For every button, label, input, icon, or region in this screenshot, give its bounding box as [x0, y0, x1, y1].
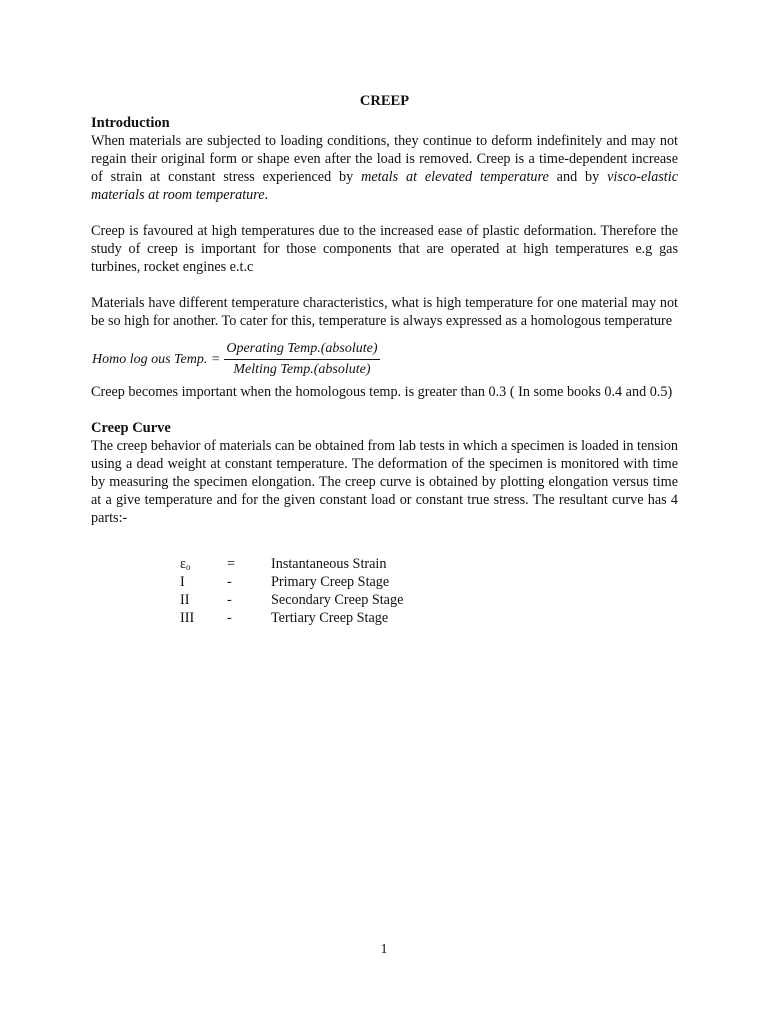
intro-1-emphasis-metals: metals at elevated temperature: [361, 169, 549, 185]
part-operator: -: [227, 592, 232, 608]
list-item: [180, 555, 678, 573]
list-item: [180, 609, 678, 627]
paragraph-gap: [91, 401, 678, 419]
creep-curve-parts-list: [180, 555, 678, 627]
section-heading-creep-curve: Creep Curve: [91, 420, 171, 436]
list-item: [180, 591, 678, 609]
part-symbol: III: [180, 610, 195, 626]
paragraph-intro-4: Creep becomes important when the homologous temp. is greater than 0.3 ( In some books 0.4 and 0.5): [91, 384, 673, 400]
intro-1-text-a: When materials are subjected to loading conditions, they continue to deform indefinitely and may not regain their original form or shape even after the load is removed. Creep is a time-dependent increase of strain at constant stress experienced by: [91, 133, 678, 185]
part-symbol: I: [180, 574, 185, 590]
part-symbol: II: [180, 592, 190, 608]
section-heading-introduction: Introduction: [91, 115, 170, 131]
page-number: 1: [380, 942, 388, 957]
part-operator: -: [227, 610, 232, 626]
list-item: [180, 573, 678, 591]
intro-1-text-c: .: [264, 187, 269, 203]
homologous-temperature-formula: [92, 340, 678, 379]
formula-lhs: Homo log ous Temp. =: [92, 351, 221, 367]
paragraph-intro-2: Creep is favoured at high temperatures due to the increased ease of plastic deformation. Therefore the study of creep is important for those components that are operated at high temperatures e.g gas turbines, rocket engines e.t.c: [91, 223, 678, 275]
part-description: Secondary Creep Stage: [271, 592, 404, 608]
intro-1-emphasis-viscoelastic: visco-elastic materials at room temperature: [91, 169, 678, 203]
paragraph-gap: [91, 204, 678, 222]
page-content: [91, 92, 678, 627]
intro-1-text-b: and by: [548, 169, 608, 185]
formula-fraction: [224, 340, 379, 379]
part-symbol: [180, 555, 227, 573]
formula-denominator: Melting Temp.(absolute): [233, 362, 371, 377]
paragraph-creep-curve-1: The creep behavior of materials can be obtained from lab tests in which a specimen is loaded in tension using a dead weight at constant temperature. The deformation of the specimen is monitored with time by measuring the specimen elongation. The creep curve is obtained by plotting elongation versus time at a give temperature and for the given constant load or constant true stress. The resultant curve has 4 parts:-: [91, 438, 679, 526]
paragraph-intro-1: [91, 132, 678, 204]
formula-numerator: Operating Temp.(absolute): [224, 340, 379, 360]
part-operator: =: [227, 556, 236, 572]
paragraph-intro-3: Materials have different temperature characteristics, what is high temperature for one material may not be so high for another. To cater for this, temperature is always expressed as a homologous temperature: [91, 295, 678, 329]
part-description: Primary Creep Stage: [271, 574, 390, 590]
part-symbol-subscript: o: [185, 562, 191, 572]
part-description: Tertiary Creep Stage: [271, 610, 389, 626]
part-description: Instantaneous Strain: [271, 556, 387, 572]
part-symbol-char: ε: [180, 556, 186, 572]
paragraph-gap: [91, 276, 678, 294]
document-title: CREEP: [359, 93, 410, 109]
part-operator: -: [227, 574, 232, 590]
